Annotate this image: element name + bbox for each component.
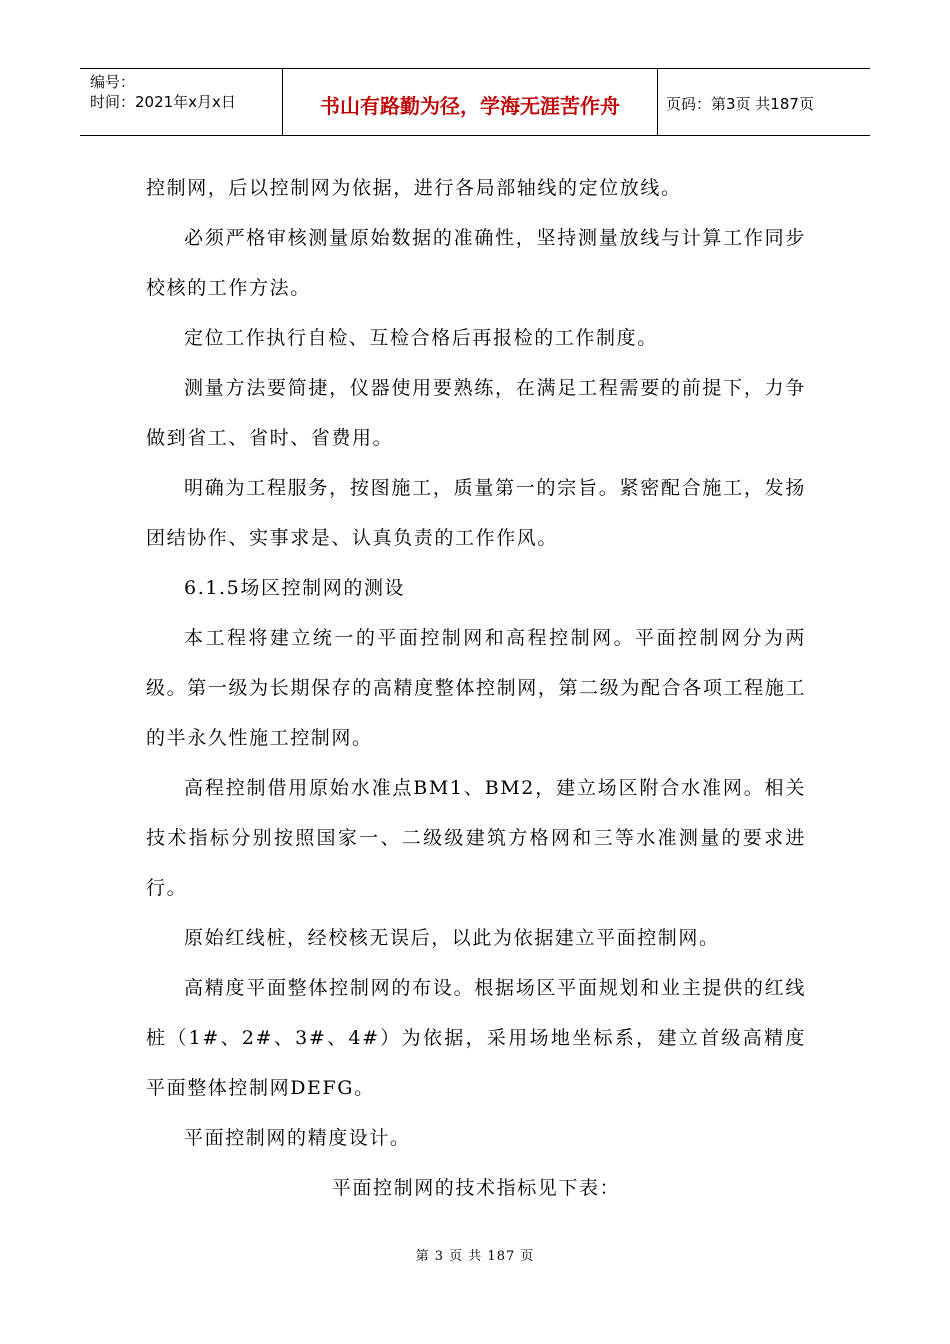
document-body [146,163,806,1213]
paragraph: 高程控制借用原始水准点BM1、BM2，建立场区附合水准网。相关技术指标分别按照国家一、二级级建筑方格网和三等水准测量的要求进行。 [146,777,806,899]
paragraph: 高精度平面整体控制网的布设。根据场区平面规划和业主提供的红线桩（1#、2#、3#、4#）为依据，采用场地坐标系，建立首级高精度平面整体控制网DEFG。 [146,977,806,1099]
paragraph: 必须严格审核测量原始数据的准确性，坚持测量放线与计算工作同步校核的工作方法。 [146,227,806,299]
header-meta [80,69,282,135]
paragraph: 本工程将建立统一的平面控制网和高程控制网。平面控制网分为两级。第一级为长期保存的高精度整体控制网，第二级为配合各项工程施工的半永久性施工控制网。 [146,627,806,749]
paragraph: 原始红线桩，经校核无误后，以此为依据建立平面控制网。 [184,927,720,949]
paragraph: 明确为工程服务，按图施工，质量第一的宗旨。紧密配合施工，发扬团结协作、实事求是、认真负责的工作作风。 [146,477,806,549]
page-header [80,68,870,136]
paragraph: 定位工作执行自检、互检合格后再报检的工作制度。 [184,327,658,349]
document-date: 时间：2021年x月x日 [90,93,236,111]
page-footer: 第 3 页 共 187 页 [415,1249,535,1264]
table-caption: 平面控制网的技术指标见下表： [331,1177,621,1199]
paragraph: 测量方法要简捷，仪器使用要熟练，在满足工程需要的前提下，力争做到省工、省时、省费用。 [146,377,806,449]
paragraph: 平面控制网的精度设计。 [184,1127,411,1149]
paragraph: 控制网，后以控制网为依据，进行各局部轴线的定位放线。 [146,177,682,199]
document-number-label: 编号： [90,73,136,91]
section-heading: 6.1.5场区控制网的测设 [184,577,406,599]
header-motto: 书山有路勤为径，学海无涯苦作舟 [282,69,658,135]
header-page-number: 页码：第3页 共187页 [666,94,814,113]
